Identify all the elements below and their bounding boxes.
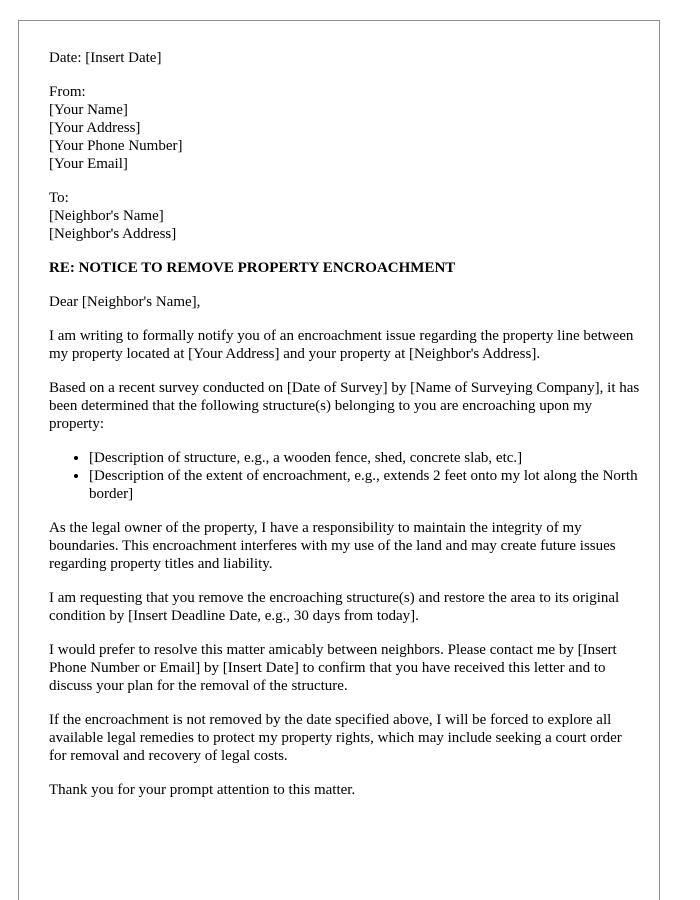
closing-line: Thank you for your prompt attention to this matter. [49, 782, 356, 798]
sender-label: From: [49, 84, 86, 100]
paragraph-contact: I would prefer to resolve this matter amicably between neighbors. Please contact me by [Insert Phone Number or Email] by [Insert Date] to confirm that you have received this letter and to discuss your plan for the removal of the structure. [49, 642, 617, 694]
sender-phone: [Your Phone Number] [49, 138, 183, 154]
paragraph-notification: I am writing to formally notify you of an encroachment issue regarding the property line between my property located at [Your Address] and your property at [Neighbor's Address]. [49, 328, 634, 362]
sender-name: [Your Name] [49, 102, 128, 118]
recipient-block [49, 189, 641, 243]
sender-block [49, 83, 641, 173]
sender-address: [Your Address] [49, 120, 141, 136]
paragraph-ownership: As the legal owner of the property, I have a responsibility to maintain the integrity of my boundaries. This encroachment interferes with my use of the land and may create future issues regarding property titles and liability. [49, 520, 616, 572]
list-item: • [Description of the extent of encroachment, e.g., extends 2 feet onto my lot along the North border] [89, 467, 641, 503]
encroachment-list [49, 449, 641, 503]
date-line: Date: [Insert Date] [49, 50, 162, 66]
recipient-name: [Neighbor's Name] [49, 208, 164, 224]
recipient-label: To: [49, 190, 69, 206]
date-block [49, 49, 641, 67]
letter-page [18, 20, 660, 900]
recipient-address: [Neighbor's Address] [49, 226, 177, 242]
subject-line: RE: NOTICE TO REMOVE PROPERTY ENCROACHMENT [49, 260, 456, 276]
letter-body [49, 49, 641, 815]
paragraph-request: I am requesting that you remove the encroaching structure(s) and restore the area to its original condition by [Insert Deadline Date, e.g., 30 days from today]. [49, 590, 620, 624]
salutation: Dear [Neighbor's Name], [49, 294, 201, 310]
sender-email: [Your Email] [49, 156, 128, 172]
list-item: • [Description of structure, e.g., a wooden fence, shed, concrete slab, etc.] [89, 449, 641, 467]
paragraph-survey: Based on a recent survey conducted on [Date of Survey] by [Name of Surveying Company], it has been determined that the following structure(s) belonging to you are encroaching upon my property: [49, 380, 640, 432]
paragraph-legal: If the encroachment is not removed by the date specified above, I will be forced to explore all available legal remedies to protect my property rights, which may include seeking a court order for removal and recovery of legal costs. [49, 712, 622, 764]
